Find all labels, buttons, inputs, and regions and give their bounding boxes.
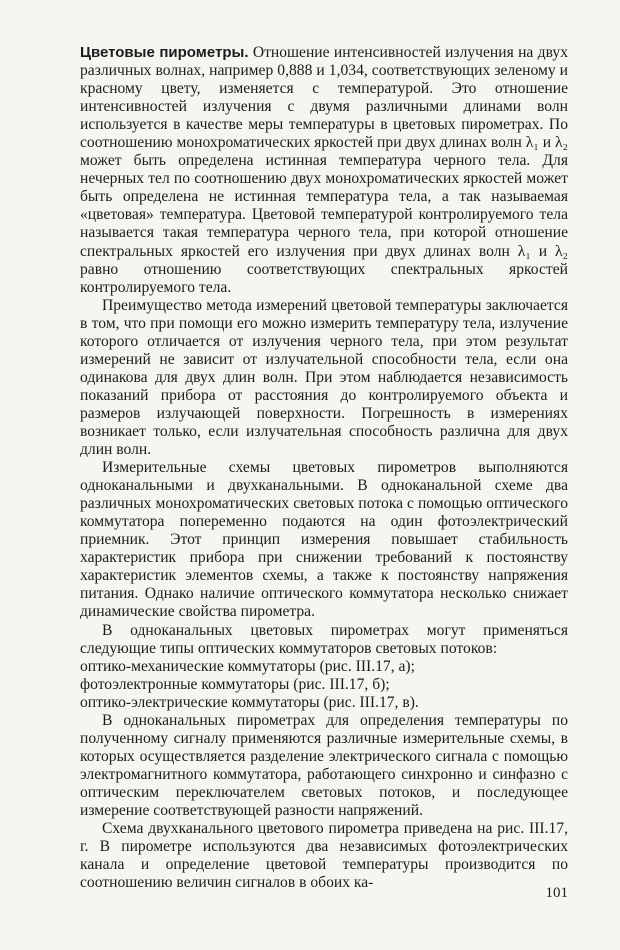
- paragraph-5: В одноканальных пирометрах для определения температуры по полученному сигналу применяются различные измерительные схемы, в которых осуществляется разделение электрического сигнала с помощью электромагнитного коммутатора, работающего синхронно и синфазно с оптическим переключателем световых потоков, и последующее измерение соответствующей разности напряжений.: [80, 711, 568, 819]
- page-number: 101: [545, 885, 568, 901]
- body-text: [80, 44, 568, 892]
- paragraph-4: В одноканальных цветовых пирометрах могут применяться следующие типы оптических коммутаторов световых потоков:: [80, 621, 568, 657]
- paragraph-2: Преимущество метода измерений цветовой температуры заключается в том, что при помощи его можно измерить температуру тела, излучение которого отличается от излучения черного тела, при этом результат измерений не зависит от излучательной способности тела, если она одинакова для двух длин волн. При этом наблюдается независимость показаний прибора от расстояния до контролируемого объекта и размеров излучающей поверхности. Погрешность в измерениях возникает только, если излучательная способность различна для двух длин волн.: [80, 296, 568, 459]
- commutator-list: [80, 658, 568, 712]
- paragraph-1: [80, 44, 568, 297]
- list-item: фотоэлектронные коммутаторы (рис. III.17, б);: [80, 675, 390, 693]
- paragraph-6: Схема двухканального цветового пирометра приведена на рис. III.17, г. В пирометре используются два независимых фотоэлектрических канала и определение цветовой температуры производится по соотношению величин сигналов в обоих ка-: [80, 820, 568, 892]
- section-heading: Цветовые пирометры.: [80, 44, 249, 61]
- list-item: оптико-электрические коммутаторы (рис. III.17, в).: [80, 693, 419, 711]
- list-item: оптико-механические коммутаторы (рис. III.17, а);: [80, 657, 415, 675]
- paragraph-1-text: Отношение интенсивностей излучения на двух различных волнах, например 0,888 и 1,034, соответствующих зеленому и красному цвету, изменяется с температурой. Это отношение интенсивностей излучения с двумя различными длинами волн используется в качестве меры температуры в цветовых пирометрах. По соотношению монохроматических яркостей при двух длинах волн λ₁ и λ₂ может быть определена истинная температура черного тела. Для нечерных тел по соотношению двух монохроматических яркостей может быть определена не истинная температура тела, а так называемая «цветовая» температура. Цветовой температурой контролируемого тела называется такая температура черного тела, при которой отношение спектральных яркостей его излучения при двух длинах волн λ₁ и λ₂ равно отношению соответствующих спектральных яркостей контролируемого тела.: [80, 44, 568, 296]
- paragraph-3: Измерительные схемы цветовых пирометров выполняются одноканальными и двухканальными. В одноканальной схеме два различных монохроматических световых потока с помощью оптического коммутатора попеременно подаются на один фотоэлектрический приемник. Этот принцип измерения повышает стабильность характеристик прибора при снижении требований к постоянству характеристик элементов схемы, а также к постоянству напряжения питания. Однако наличие оптического коммутатора несколько снижает динамические свойства пирометра.: [80, 459, 568, 621]
